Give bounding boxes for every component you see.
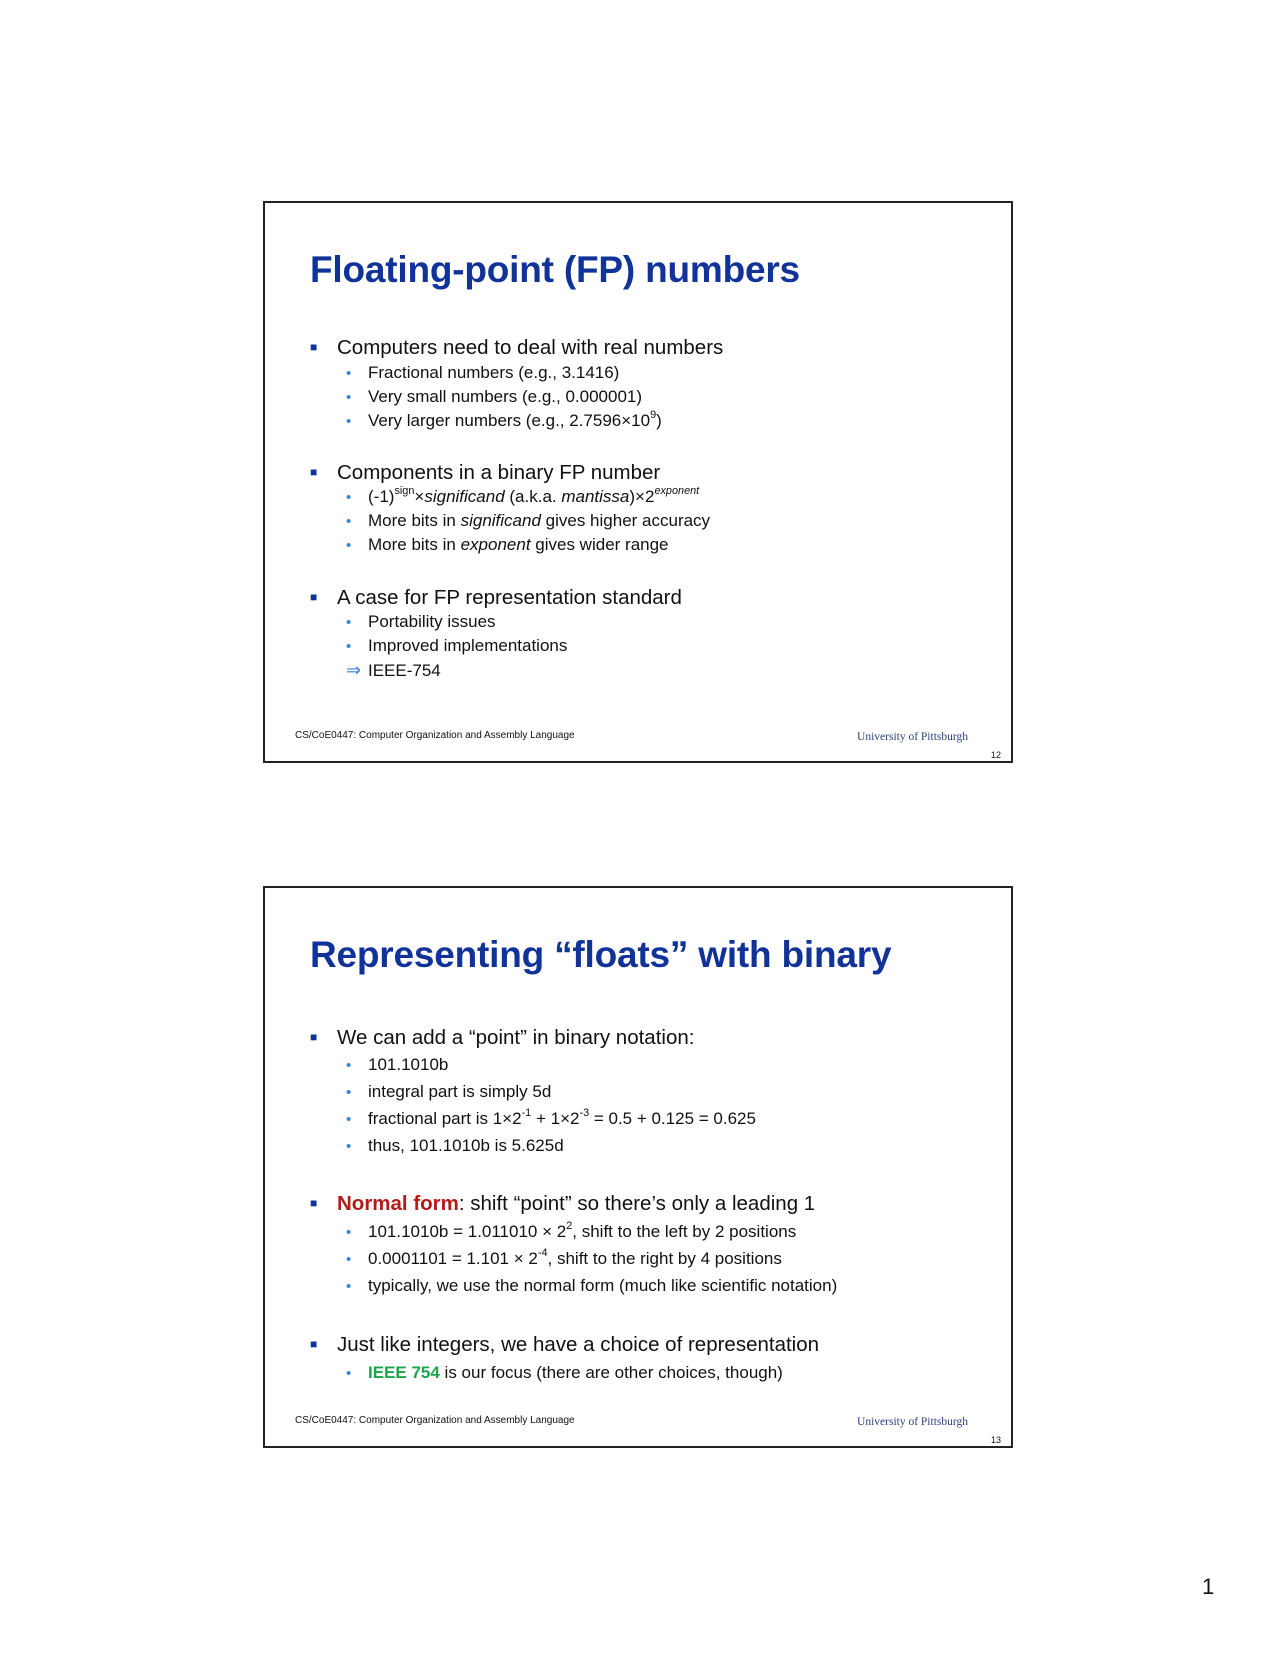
slide-number: 12 [990,750,1001,760]
slide-13 [263,886,1013,1448]
sub-bullet-implies: ⇒ IEEE-754 [346,660,441,680]
bullet-normal-form: ■ Normal form: shift “point” so there’s only a leading 1 [310,1192,816,1215]
round-bullet-icon: • [346,1251,352,1268]
slide-12 [263,201,1013,763]
sub-bullet-formula: • $(-1)^{sign}\times significand$ (a.k.a. $mantissa)\times 2^{exponent}$ [346,485,700,506]
sub-bullet: • More bits in exponent gives wider range [346,535,669,554]
square-bullet-icon: ■ [310,340,318,354]
university-footer: University of Pittsburgh [857,1416,968,1428]
slide-title: Representing “floats” with binary [310,934,892,975]
square-bullet-icon: ■ [310,1337,318,1351]
round-bullet-icon: • [346,513,352,530]
sub-bullet: • $0.0001101 = 1.101 \times 2^{-4}$, shift to the right by 4 positions [346,1247,782,1268]
round-bullet-icon: • [346,489,352,506]
sub-bullet: • thus, 101.1010b is 5.625d [346,1136,564,1155]
sub-bullet: • typically, we use the normal form (much like scientific notation) [346,1276,838,1295]
sub-bullet: • fractional part is $1\times 2^{-1} + 1\times 2^{-3} = 0.5 + 0.125 = 0.625$ [346,1107,756,1128]
sub-bullet: • Improved implementations [346,636,568,655]
round-bullet-icon: • [346,1084,352,1101]
round-bullet-icon: • [346,1111,352,1128]
square-bullet-icon: ■ [310,465,318,479]
round-bullet-icon: • [346,1224,352,1241]
bullet-components: ■ Components in a binary FP number [310,461,661,484]
sub-bullet: • More bits in significand gives higher accuracy [346,511,711,530]
sub-bullet: • integral part is simply 5d [346,1082,552,1101]
sub-bullet: • Fractional numbers (e.g., 3.1416) [346,363,620,382]
square-bullet-icon: ■ [310,1030,318,1044]
course-footer: CS/CoE0447: Computer Organization and Assembly Language [295,1415,575,1426]
double-arrow-icon: ⇒ [346,660,362,680]
round-bullet-icon: • [346,1278,352,1295]
slide-title: Floating-point (FP) numbers [310,249,800,290]
round-bullet-icon: • [346,389,352,406]
round-bullet-icon: • [346,1138,352,1155]
round-bullet-icon: • [346,638,352,655]
bullet-choice: ■ Just like integers, we have a choice of representation [310,1333,820,1356]
slide-number: 13 [990,1435,1001,1445]
square-bullet-icon: ■ [310,590,318,604]
handout-page-number: 1 [1202,1574,1215,1599]
sub-bullet: • Portability issues [346,612,496,631]
square-bullet-icon: ■ [310,1196,318,1210]
university-footer: University of Pittsburgh [857,731,968,743]
round-bullet-icon: • [346,365,352,382]
round-bullet-icon: • [346,1057,352,1074]
course-footer: CS/CoE0447: Computer Organization and Assembly Language [295,730,575,741]
round-bullet-icon: • [346,537,352,554]
bullet-real-numbers: ■ Computers need to deal with real numbers [310,336,724,359]
round-bullet-icon: • [346,1365,352,1382]
sub-bullet: • 101.1010b [346,1055,449,1074]
sub-bullet: • IEEE 754 is our focus (there are other choices, though) [346,1363,783,1382]
bullet-standard: ■ A case for FP representation standard [310,586,682,609]
sub-bullet: • $101.1010b = 1.011010 \times 2^2$, shift to the left by 2 positions [346,1220,797,1241]
round-bullet-icon: • [346,413,352,430]
sub-bullet: • Very larger numbers (e.g., $2.7596\times 10^9$) [346,409,662,430]
round-bullet-icon: • [346,614,352,631]
bullet-binary-point: ■ We can add a “point” in binary notation: [310,1026,695,1049]
sub-bullet: • Very small numbers (e.g., 0.000001) [346,387,643,406]
